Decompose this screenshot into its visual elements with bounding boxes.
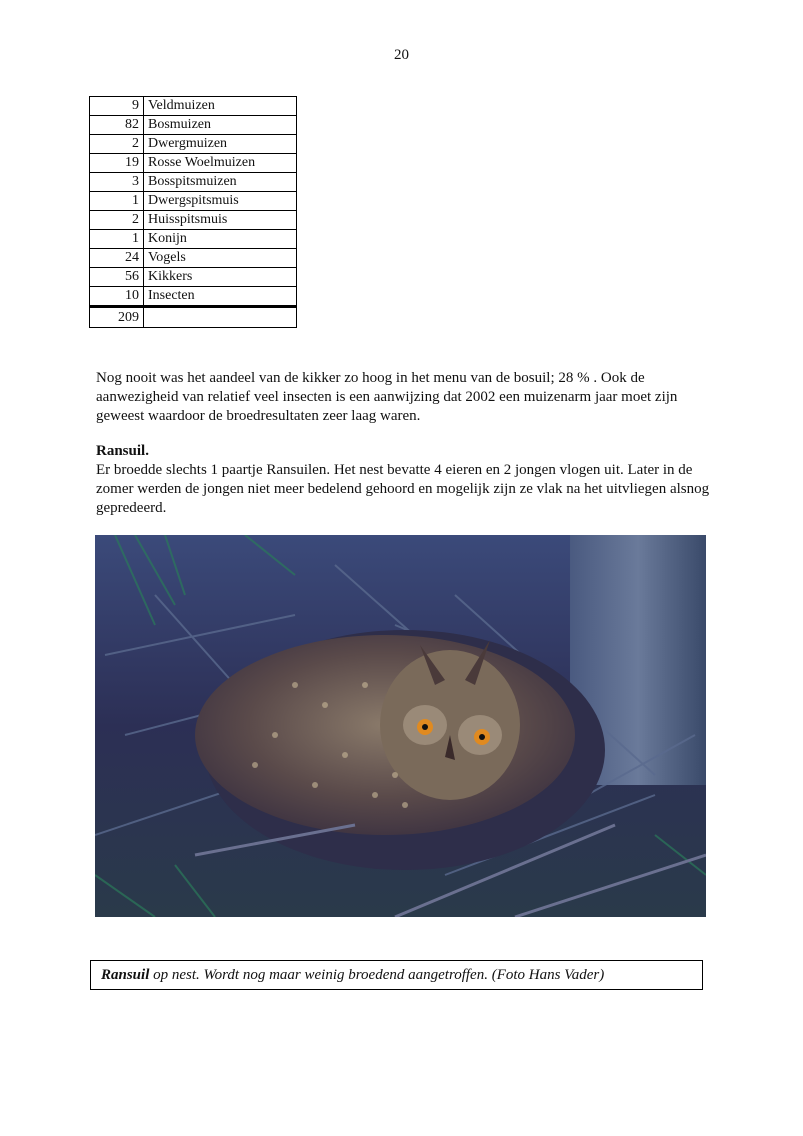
prey-name: Konijn xyxy=(144,230,297,249)
section-heading-ransuil: Ransuil. xyxy=(96,443,149,459)
prey-count: 56 xyxy=(90,268,144,287)
prey-count: 24 xyxy=(90,249,144,268)
prey-name: Bosmuizen xyxy=(144,116,297,135)
caption-text: op nest. Wordt nog maar weinig broedend aangetroffen. (Foto Hans Vader) xyxy=(149,967,605,983)
prey-total: 209 xyxy=(90,307,144,328)
table-row xyxy=(90,211,297,230)
prey-name: Vogels xyxy=(144,249,297,268)
paragraph-prey-summary: Nog nooit was het aandeel van de kikker zo hoog in het menu van de bosuil; 28 % . Ook de aanwezigheid van relatief veel insecten is een aanwijzing dat 2002 een muizenarm jaar moet zijn geweest waardoor de broedresultaten zeer laag waren. xyxy=(96,370,678,424)
page-number: 20 xyxy=(394,47,409,63)
prey-table xyxy=(89,96,297,328)
prey-name: Huisspitsmuis xyxy=(144,211,297,230)
prey-total-empty xyxy=(144,307,297,328)
table-row xyxy=(90,268,297,287)
prey-name: Insecten xyxy=(144,287,297,307)
paragraph-ransuil: Er broedde slechts 1 paartje Ransuilen. Het nest bevatte 4 eieren en 2 jongen vlogen uit. Later in de zomer werden de jongen niet meer bedelend gehoord en mogelijk zijn ze vlak na het uitvliegen alsnog gepredeerd. xyxy=(96,462,710,516)
owl-photo xyxy=(95,535,706,917)
prey-count: 1 xyxy=(90,192,144,211)
table-row xyxy=(90,116,297,135)
prey-name: Kikkers xyxy=(144,268,297,287)
prey-name: Veldmuizen xyxy=(144,97,297,116)
caption-species: Ransuil xyxy=(101,967,150,983)
table-row xyxy=(90,192,297,211)
prey-name: Dwergmuizen xyxy=(144,135,297,154)
prey-count: 82 xyxy=(90,116,144,135)
table-row xyxy=(90,230,297,249)
table-row xyxy=(90,173,297,192)
prey-count: 1 xyxy=(90,230,144,249)
prey-name: Dwergspitsmuis xyxy=(144,192,297,211)
prey-count: 10 xyxy=(90,287,144,307)
prey-count: 2 xyxy=(90,135,144,154)
table-row xyxy=(90,287,297,307)
table-row xyxy=(90,154,297,173)
table-total-row xyxy=(90,307,297,328)
prey-name: Rosse Woelmuizen xyxy=(144,154,297,173)
prey-count: 9 xyxy=(90,97,144,116)
table-row xyxy=(90,135,297,154)
table-row xyxy=(90,249,297,268)
table-row xyxy=(90,97,297,116)
prey-count: 19 xyxy=(90,154,144,173)
prey-count: 2 xyxy=(90,211,144,230)
photo-caption xyxy=(90,960,703,990)
prey-name: Bosspitsmuizen xyxy=(144,173,297,192)
prey-count: 3 xyxy=(90,173,144,192)
